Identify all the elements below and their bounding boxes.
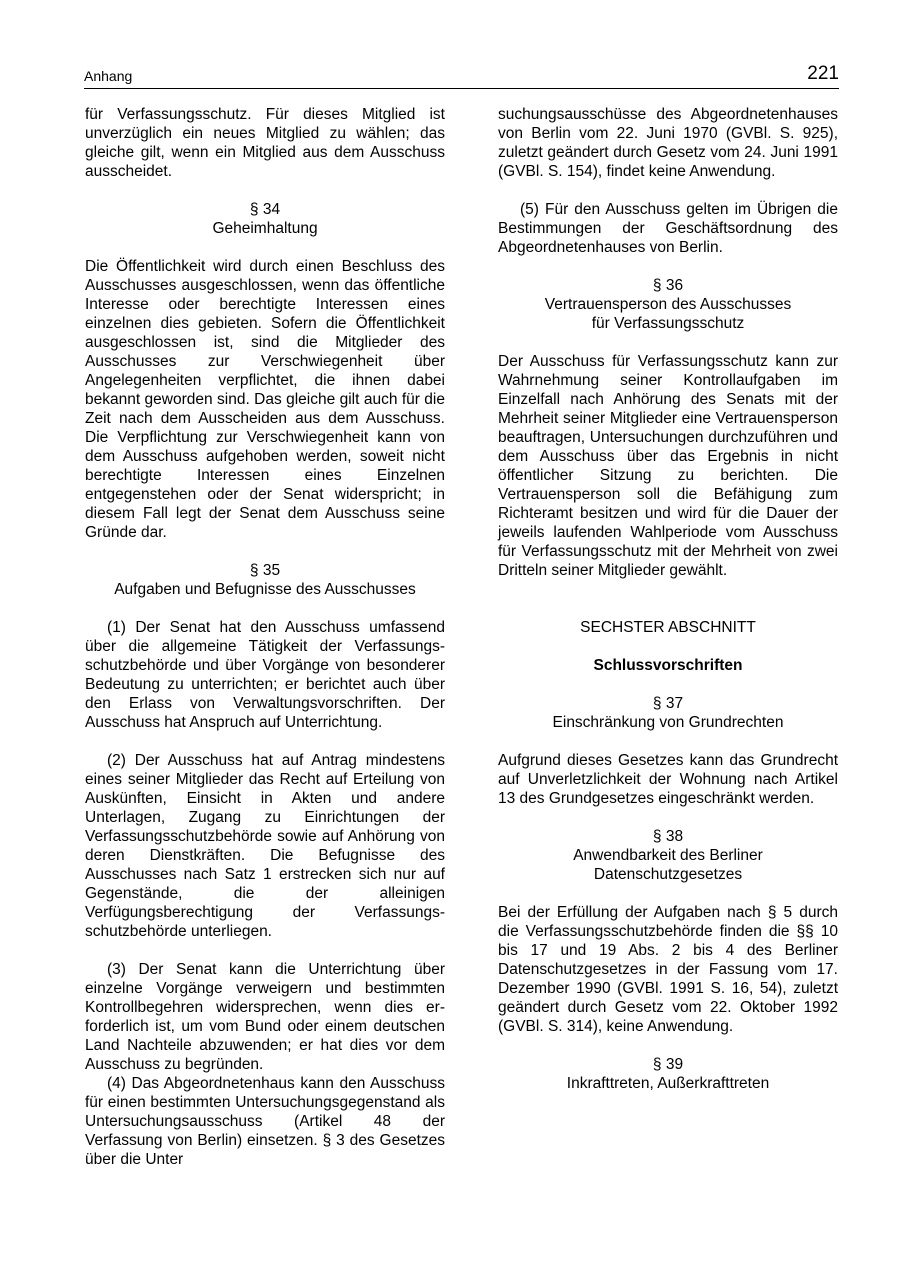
section-35-paragraph-3: (3) Der Senat kann die Unterrichtung über einzelne Vorgänge verweigern und bestimmten Kontrollbegehren widersprechen, wenn dies erforderlich ist, um vom Bund oder einem deutschen Land Nachteile abzuwenden; er hat dies vor dem Ausschuss zu begründen. [85,961,445,1073]
chapter-title: Schlussvorschriften [593,657,743,674]
section-title: Geheimhaltung [212,220,318,237]
section-39-heading [498,1055,838,1093]
section-36-heading [498,276,838,333]
section-number: § 34 [249,201,281,218]
page-header [84,62,839,89]
right-column [498,105,838,1112]
section-title: Einschränkung von Grundrechten [552,714,784,731]
section-35-paragraph-2: (2) Der Ausschuss hat auf Antrag mindestens eines seiner Mitglieder das Recht auf Erteilung von Auskünften, Einsicht in Akten und andere Unterlagen, Zugang zu Einrichtungen der Verfassungsschutzbehörde sowie auf Anhörung von deren Dienstkräften. Die Befugnisse des Ausschusses nach Satz 1 erstrecken sich nur auf Gegenstände, die der alleinigen Verfügungsberechtigung der Verfassungsschutzbehörde unterliegen. [85,752,445,940]
section-title-line-2: für Verfassungsschutz [591,315,745,332]
section-title: Inkrafttreten, Außerkrafttreten [566,1075,770,1092]
section-number: § 38 [652,828,684,845]
paragraph-continued: für Verfassungsschutz. Für dieses Mitglied ist unverzüglich ein neues Mitglied zu wählen; das gleiche gilt, wenn ein Mitglied aus dem Ausschuss ausscheidet. [85,106,445,180]
section-37-text: Aufgrund dieses Gesetzes kann das Grundrecht auf Unverletzlichkeit der Wohnung nach Artikel 13 des Grundgesetzes eingeschränkt werden. [498,752,838,807]
section-title-line-1: Vertrauensperson des Ausschusses [544,296,792,313]
section-36-text: Der Ausschuss für Verfassungsschutz kann zur Wahrnehmung seiner Kontrollaufgaben im Einzelfall nach Anhörung des Senats mit der Mehrheit seiner Mitglieder eine Vertrauensperson beauftragen, Untersuchungen durchzuführen und dem Ausschuss über das Ergebnis in nicht öffentlicher Sitzung zu berichten. Die Vertrauensperson soll die Befähigung zum Richteramt besitzen und wird für die Dauer der jeweils laufenden Wahlperiode vom Ausschuss für Verfassungsschutz mit der Mehrheit von zwei Dritteln seiner Mitglieder gewählt. [498,353,838,579]
paragraph-continued: suchungsausschüsse des Abgeordnetenhauses von Berlin vom 22. Juni 1970 (GVBl. S. 925), zuletzt geändert durch Gesetz vom 24. Juni 1991 (GVBl. S. 154), findet keine Anwendung. [498,106,838,180]
section-35-paragraph-1: (1) Der Senat hat den Ausschuss umfassend über die allgemeine Tätigkeit der Verfassungsschutzbehörde und über Vorgänge von besonderer Bedeutung zu unterrichten; er berichtet auch über den Erlass von Verwaltungsvorschriften. Der Ausschuss hat Anspruch auf Unterrichtung. [85,619,445,731]
section-38-heading [498,827,838,884]
page-number: 221 [807,63,839,84]
section-34-heading [85,200,445,238]
section-title-line-1: Anwendbarkeit des Berliner [573,847,763,864]
section-number: § 37 [652,695,684,712]
section-title-line-2: Datenschutzgesetzes [593,866,743,883]
chapter-heading: SECHSTER ABSCHNITT [580,619,756,636]
section-37-heading [498,694,838,732]
section-number: § 39 [652,1056,684,1073]
section-35-paragraph-5: (5) Für den Ausschuss gelten im Übrigen die Bestimmungen der Geschäftsordnung des Abgeordnetenhauses von Berlin. [498,201,838,256]
running-header-section: Anhang [84,68,133,84]
section-number: § 36 [652,277,684,294]
left-column [85,105,445,1169]
section-34-text: Die Öffentlichkeit wird durch einen Beschluss des Ausschusses ausgeschlossen, wenn das öffentliche Interesse oder berechtigte Interessen eines einzelnen dies gebieten. Sofern die Öffentlichkeit ausgeschlossen ist, sind die Mitglieder des Ausschusses zur Verschwiegenheit über Angelegenheiten verpflichtet, die ihnen dabei bekannt geworden sind. Das gleiche gilt auch für die Zeit nach dem Ausscheiden aus dem Ausschuss. Die Verpflichtung zur Verschwiegenheit kann von dem Ausschuss aufgehoben werden, soweit nicht berechtigte Interessen eines Einzelnen entgegenstehen oder der Senat widerspricht; in diesem Fall legt der Senat dem Ausschuss seine Gründe dar. [85,258,445,541]
section-38-text: Bei der Erfüllung der Aufgaben nach § 5 durch die Verfassungsschutzbehörde finden die §§ 10 bis 17 und 19 Abs. 2 bis 4 des Berliner Datenschutzgesetzes in der Fassung vom 17. Dezember 1990 (GVBl. 1991 S. 16, 54), zuletzt geändert durch Gesetz vom 22. Oktober 1992 (GVBl. S. 314), keine Anwendung. [498,904,838,1035]
section-number: § 35 [249,562,281,579]
section-35-paragraph-4: (4) Das Abgeordnetenhaus kann den Ausschuss für einen bestimmten Untersuchungsgegenstand als Untersuchungsausschuss (Artikel 48 der Verfassung von Berlin) einsetzen. § 3 des Gesetzes über die Unter [85,1075,445,1168]
section-title: Aufgaben und Befugnisse des Ausschusses [114,581,416,598]
section-35-heading [85,561,445,599]
